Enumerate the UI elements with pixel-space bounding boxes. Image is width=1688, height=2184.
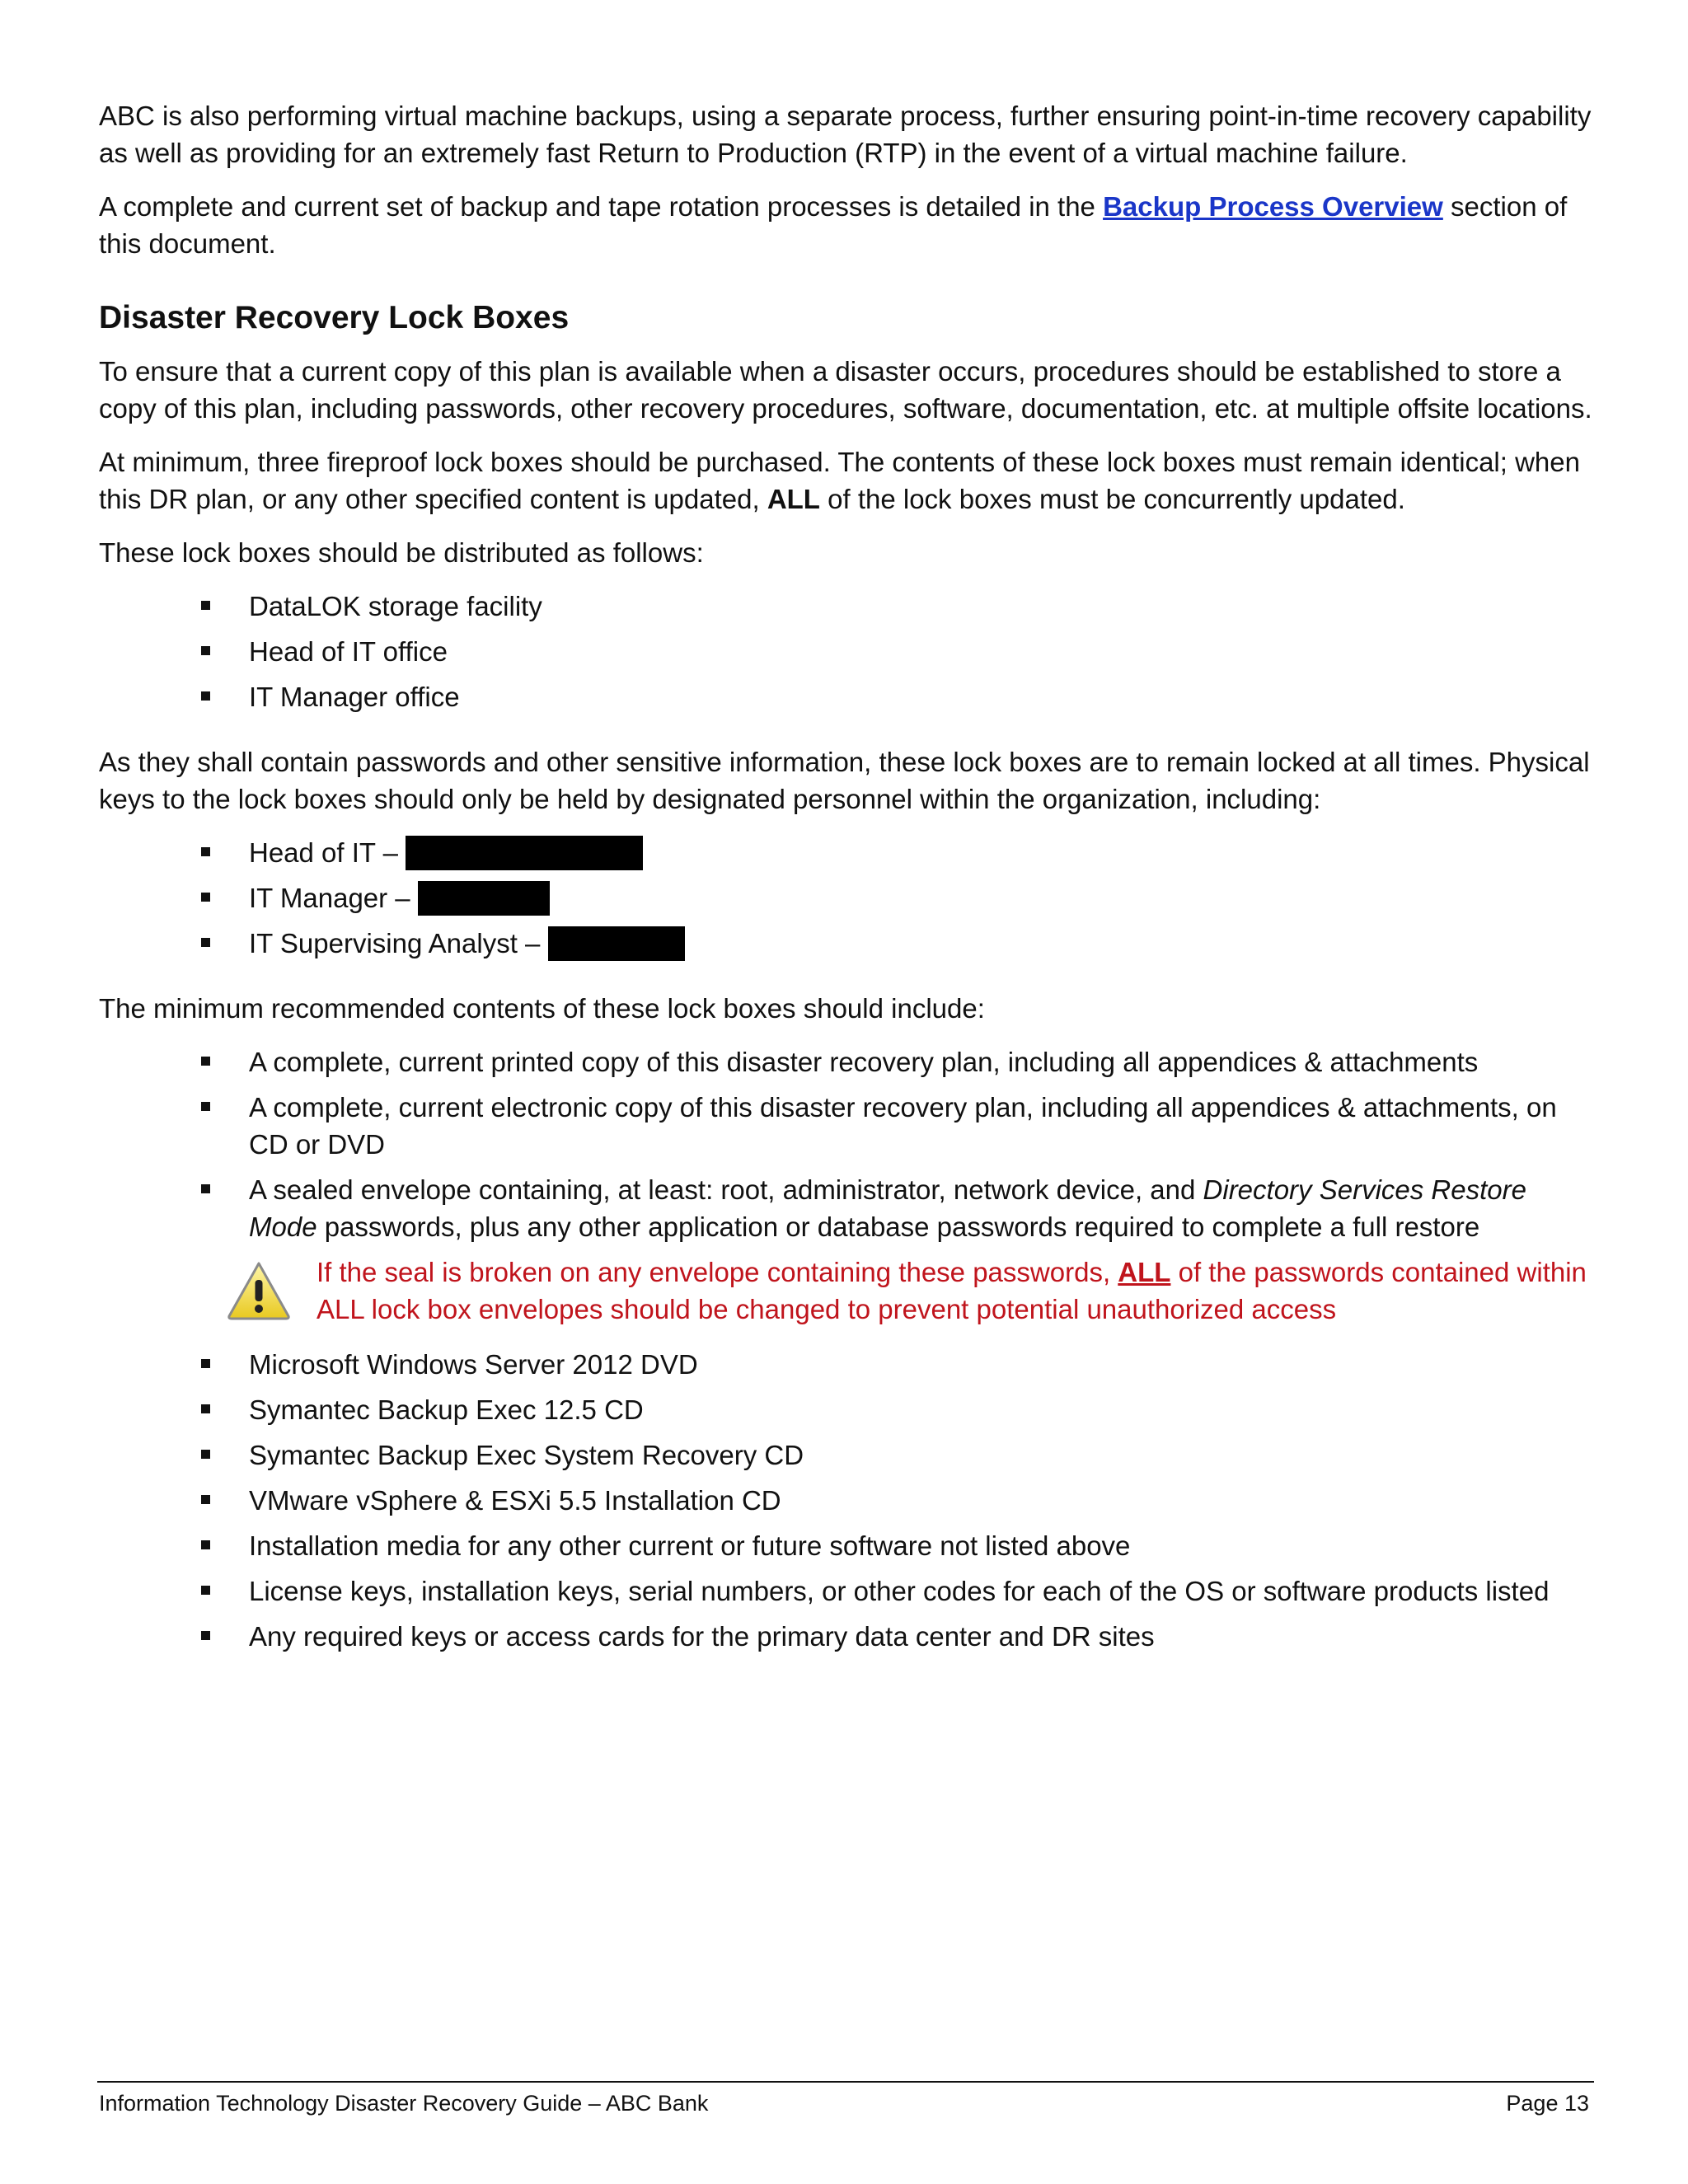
bullet-square-icon [201, 1404, 210, 1413]
list-item-keyholder [99, 834, 1599, 871]
footer-page-number: Page 13 [1506, 2091, 1589, 2116]
keyholders-intro-paragraph: As they shall contain passwords and other sensitive information, these lock boxes are to remain locked at all times. Physical keys to the lock boxes should only be held by designated personnel within the organization, including: [99, 747, 1590, 814]
page-content [99, 97, 1599, 1683]
list-item-keyholder [99, 925, 1599, 962]
warning-text-after: of the passwords contained within ALL lock box envelopes should be changed to prevent potential unauthorized access [316, 1257, 1587, 1324]
lockbox-media-list [99, 1346, 1599, 1655]
backup-process-overview-link[interactable]: Backup Process Overview [1103, 191, 1443, 222]
keyholder-role: IT Supervising Analyst – [249, 928, 548, 958]
bullet-square-icon [201, 1586, 210, 1595]
keyholder-role: Head of IT – [249, 837, 406, 868]
section-heading: Disaster Recovery Lock Boxes [99, 300, 570, 335]
bullet-square-icon [201, 601, 210, 610]
password-warning-callout [99, 1254, 1599, 1328]
footer-divider [97, 2081, 1594, 2083]
intro-text-before-link: A complete and current set of backup and tape rotation processes is detailed in the [99, 191, 1104, 222]
directory-services-mode-italic: Directory Services Restore Mode [249, 1174, 1526, 1242]
content-label: Microsoft Windows Server 2012 DVD [249, 1349, 698, 1380]
content-label: A complete, current printed copy of this disaster recovery plan, including all appendices & attachments [249, 1047, 1479, 1077]
bullet-square-icon [201, 646, 210, 655]
bullet-square-icon [201, 1102, 210, 1111]
minimum-text-before: At minimum, three fireproof lock boxes should be purchased. The contents of these lock boxes must remain identical; when this DR plan, or any other specified content is updated, [99, 447, 1580, 514]
contents-intro-paragraph: The minimum recommended contents of these lock boxes should include: [99, 993, 985, 1024]
content-label: License keys, installation keys, serial numbers, or other codes for each of the OS or software products listed [249, 1576, 1550, 1606]
content-label: Any required keys or access cards for the primary data center and DR sites [249, 1621, 1155, 1652]
bullet-square-icon [201, 893, 210, 902]
footer-document-title: Information Technology Disaster Recovery Guide – ABC Bank [99, 2091, 709, 2116]
content-label: Installation media for any other current or future software not listed above [249, 1530, 1131, 1561]
warning-text-before: If the seal is broken on any envelope containing these passwords, [316, 1257, 1118, 1287]
list-item-content [99, 1346, 1599, 1383]
location-label: DataLOK storage facility [249, 591, 542, 621]
list-item-location [99, 633, 1599, 670]
list-item-location [99, 678, 1599, 715]
bullet-square-icon [201, 1057, 210, 1066]
content-label: A complete, current electronic copy of this disaster recovery plan, including all appendices & attachments, on CD or DVD [249, 1092, 1557, 1160]
keyholders-list [99, 834, 1599, 962]
list-item-content [99, 1043, 1599, 1080]
list-item-content [99, 1171, 1599, 1245]
all-emphasis: ALL [767, 484, 820, 514]
bullet-square-icon [201, 1631, 210, 1640]
lockbox-minimum-paragraph [99, 443, 1599, 518]
list-item-content [99, 1089, 1599, 1163]
intro-text-after-link: section of this document. [99, 191, 1568, 259]
bullet-square-icon [201, 1184, 210, 1193]
bullet-square-icon [201, 1495, 210, 1504]
list-item-content [99, 1572, 1599, 1610]
list-item-content [99, 1618, 1599, 1655]
distribution-intro: These lock boxes should be distributed as follows: [99, 537, 704, 568]
envelope-text-after: passwords, plus any other application or database passwords required to complete a full restore [316, 1212, 1480, 1242]
warning-triangle-icon [226, 1260, 292, 1321]
warning-all-emphasis: ALL [1118, 1257, 1171, 1287]
keyholder-role: IT Manager – [249, 883, 418, 913]
bullet-square-icon [201, 1540, 210, 1549]
lockbox-locations-list [99, 588, 1599, 715]
intro-paragraph-vm-backups: ABC is also performing virtual machine backups, using a separate process, further ensuring point-in-time recovery capability as well as providing for an extremely fast Return to Production (RTP) in the event of a virtual machine failure. [99, 101, 1592, 168]
bullet-square-icon [201, 691, 210, 701]
list-item-content [99, 1482, 1599, 1519]
list-item-content [99, 1527, 1599, 1564]
content-label: Symantec Backup Exec 12.5 CD [249, 1394, 644, 1425]
list-item-location [99, 588, 1599, 625]
bullet-square-icon [201, 938, 210, 947]
bullet-square-icon [201, 847, 210, 856]
location-label: Head of IT office [249, 636, 448, 667]
redacted-name-box [418, 881, 550, 916]
content-label: VMware vSphere & ESXi 5.5 Installation CD [249, 1485, 781, 1516]
bullet-square-icon [201, 1450, 210, 1459]
content-label: Symantec Backup Exec System Recovery CD [249, 1440, 804, 1470]
location-label: IT Manager office [249, 682, 460, 712]
redacted-name-box [548, 926, 685, 961]
minimum-text-after: of the lock boxes must be concurrently updated. [819, 484, 1405, 514]
lockbox-purpose-paragraph: To ensure that a current copy of this plan is available when a disaster occurs, procedures should be established to store a copy of this plan, including passwords, other recovery procedures, software, documentation, etc. at multiple offsite locations. [99, 356, 1592, 424]
lockbox-contents-list [99, 1043, 1599, 1245]
list-item-content [99, 1436, 1599, 1474]
envelope-text-before: A sealed envelope containing, at least: root, administrator, network device, and [249, 1174, 1203, 1205]
list-item-content [99, 1391, 1599, 1428]
bullet-square-icon [201, 1359, 210, 1368]
list-item-keyholder [99, 879, 1599, 916]
intro-paragraph-backup-overview [99, 188, 1599, 262]
redacted-name-box [406, 836, 643, 870]
